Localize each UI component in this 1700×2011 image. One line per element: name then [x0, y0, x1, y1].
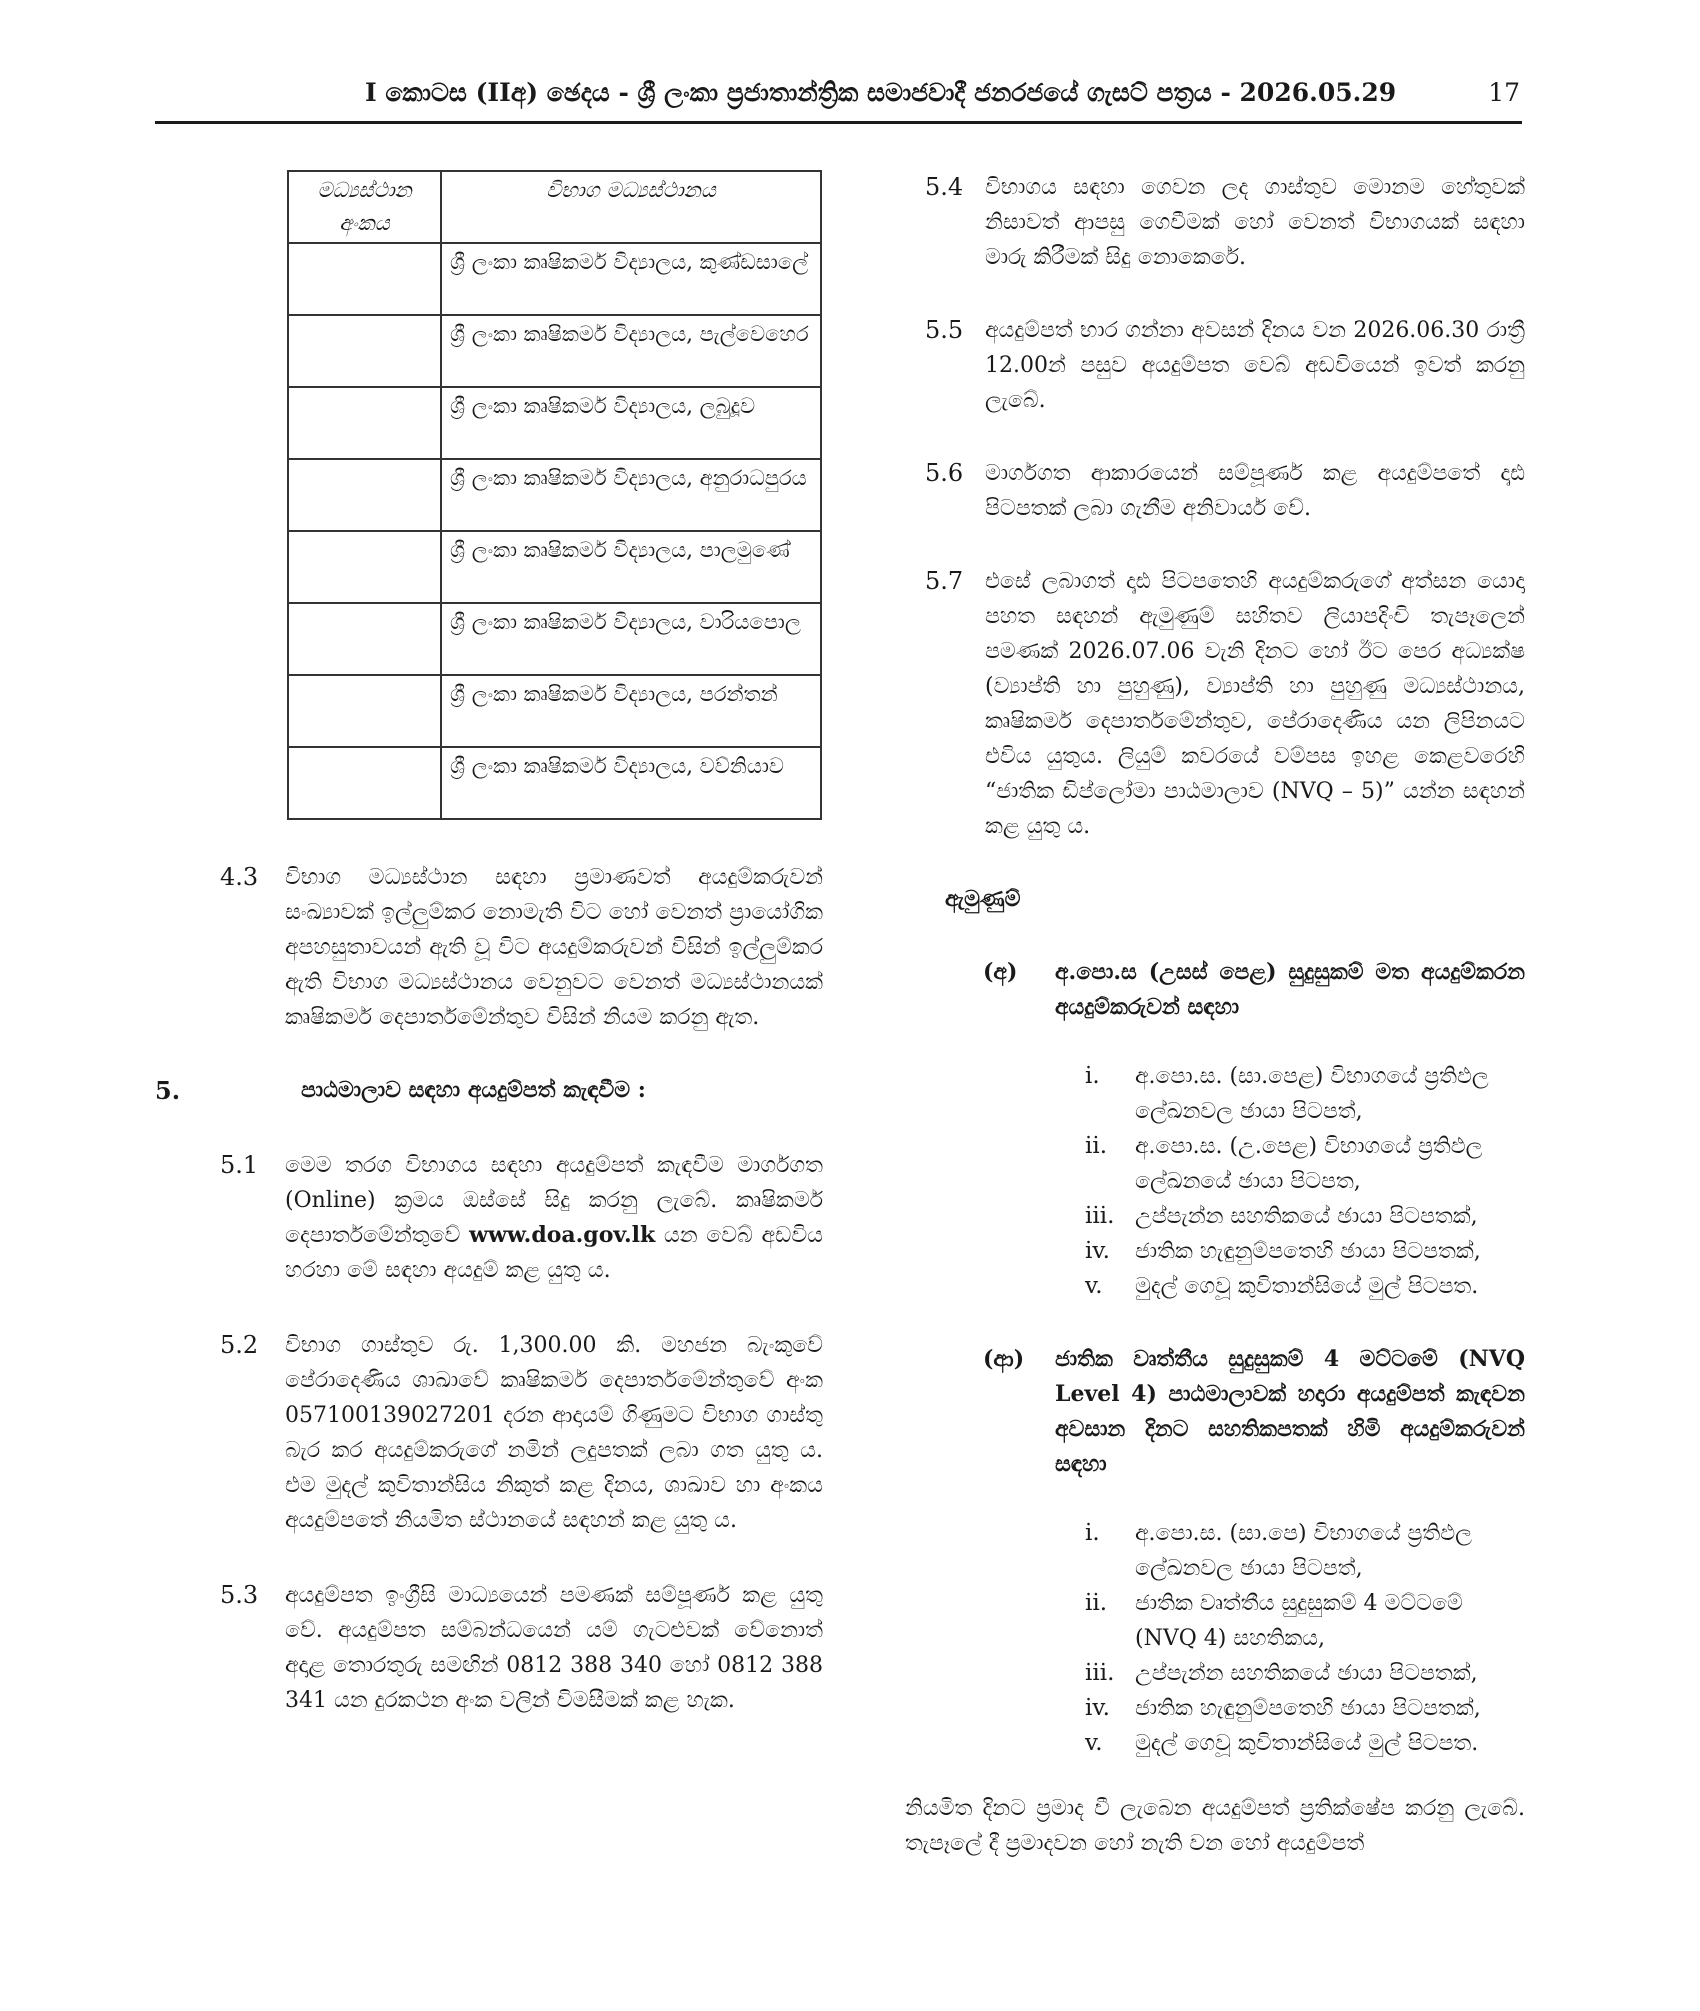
- list-item-text: අ.පො.ස. (සා.පෙළ) විභාගයේ ප්‍රතිඵල ලේඛනවල ඡායා පිටපත්,: [1135, 1064, 1489, 1124]
- exam-center-cell: ශ්‍රී ලංකා කෘෂිකර්ම විද්‍යාලය, පාලමුණේ: [441, 531, 821, 603]
- list-item-text: ජාතික හැඳුනුම්පතෙහි ඡායා පිටපතක්,: [1135, 1696, 1481, 1721]
- center-number-cell: [288, 387, 441, 459]
- exam-center-cell: ශ්‍රී ලංකා කෘෂිකර්ම විද්‍යාලය, අනුරාධපුරය: [441, 459, 821, 531]
- header-divider: [155, 121, 1522, 124]
- list-item-text: උප්පැන්න සහතිකයේ ඡායා පිටපතක්,: [1135, 1661, 1478, 1686]
- center-number-cell: [288, 459, 441, 531]
- paragraph-text: එසේ ලබාගත් දෘඪ පිටපතෙහි අයදුම්කරුගේ අත්සන යොදා පහත සඳහන් ඇමුණුම් සහිතව ලියාපදිංචි තැපෑලෙන් පමණක් 2026.07.06 වැනි දිනට හෝ ඊට පෙර අධ්‍යක්ෂ (ව්‍යාප්ති හා පුහුණු), ව්‍යාප්ති හා පුහුණු මධ්‍යස්ථානය, කෘෂිකර්ම දෙපාර්තමේන්තුව, පේරාදෙණිය යන ලිපිනයට එවිය යුතුය. ලියුම් කවරයේ වම්පස ඉහළ කෙළවරෙහි “ජාතික ඩිප්ලෝමා පාඨමාලාව (NVQ – 5)” යන්න සඳහන් කළ යුතු ය.: [985, 569, 1525, 839]
- paragraph-text-part: යන වෙබ් අඩවිය හරහා මේ සඳහා අයදුම් කළ යුතු ය.: [285, 1223, 823, 1283]
- table-row: [288, 531, 821, 603]
- page-header: [155, 78, 1520, 122]
- attachments-heading: ඇමුණුම්: [945, 886, 1021, 912]
- center-number-cell: [288, 315, 441, 387]
- table-header-row: [288, 171, 821, 243]
- paragraph-text-part: මෙම තරග විභාගය සඳහා අයදුම්පත් කැඳවීම මාර්ගගත (Online) ක්‍රමය ඔස්සේ සිදු කරනු ලැබේ. කෘෂිකර්ම දෙපාර්තමේන්තුවේ: [285, 1153, 823, 1248]
- list-item-number: iii.: [1085, 1203, 1115, 1229]
- list-item-text: මුදල් ගෙවූ කුවිතාන්සියේ මුල් පිටපත.: [1135, 1731, 1479, 1756]
- list-item-number: v.: [1085, 1730, 1103, 1756]
- table-row: [288, 747, 821, 819]
- center-number-cell: [288, 243, 441, 315]
- paragraph-number: 4.3: [220, 863, 259, 891]
- column-header-exam-center: විභාග මධ්‍යස්ථානය: [441, 171, 821, 243]
- list-item-number: iii.: [1085, 1660, 1115, 1686]
- list-item: [1085, 1269, 1525, 1304]
- list-item-text: උප්පැන්න සහතිකයේ ඡායා පිටපතක්,: [1135, 1204, 1478, 1229]
- table-row: [288, 459, 821, 531]
- list-item-number: ii.: [1085, 1133, 1108, 1159]
- table-row: [288, 315, 821, 387]
- gazette-header-title: I කොටස (IIඅ) ඡෙදය - ශ්‍රී ලංකා ප්‍රජාතාන්ත්‍රික සමාජවාදී ජනරජයේ ගැසට් පත්‍රය - 2026.05.29: [365, 78, 1397, 107]
- website-link[interactable]: www.doa.gov.lk: [469, 1222, 656, 1248]
- paragraph-number: 5.6: [925, 459, 964, 487]
- list-item-number: i.: [1085, 1063, 1100, 1089]
- list-item-text: මුදල් ගෙවූ කුවිතාන්සියේ මුල් පිටපත.: [1135, 1274, 1479, 1299]
- list-item-text: ජාතික හැඳුනුම්පතෙහි ඡායා පිටපතක්,: [1135, 1239, 1481, 1264]
- paragraph-5-1: [155, 1148, 823, 1288]
- paragraph-number: 5.5: [925, 316, 964, 344]
- list-item-text: අ.පො.ස. (උ.පෙළ) විභාගයේ ප්‍රතිඵල ලේඛනයේ ඡායා පිටපත,: [1135, 1134, 1483, 1194]
- group-title: ජාතික වෘත්තීය සුදුසුකම් 4 මට්ටමේ (NVQ Level 4) පාඨමාලාවක් හදාරා අයදුම්පත් කැඳවන අවසාන දිනට සහතිකපතක් හිමි අයදුම්කරුවන් සඳහා: [1055, 1346, 1525, 1477]
- attachment-group-a: [905, 955, 1525, 1025]
- paragraph-text: විභාග මධ්‍යස්ථාන සඳහා ප්‍රමාණවත් අයදුම්කරුවන් සංඛ්‍යාවක් ඉල්ලුම්කර නොමැති විට හෝ වෙනත් ප්‍රායෝගික අපහසුතාවයන් ඇති වූ විට අයදුම්කරුවන් විසින් ඉල්ලුම්කර ඇති විභාග මධ්‍යස්ථානය වෙනුවට වෙනත් මධ්‍යස්ථානයක් කෘෂිකර්ම දෙපාර්තමේන්තුව විසින් නියම කරනු ඇත.: [285, 865, 823, 1030]
- list-item: [1085, 1059, 1525, 1129]
- exam-center-cell: ශ්‍රී ලංකා කෘෂිකර්ම විද්‍යාලය, කුණ්ඩසාලේ: [441, 243, 821, 315]
- attachment-group-b: [905, 1342, 1525, 1482]
- column-header-center-number: මධ්‍යස්ථාන අංකය: [288, 171, 441, 243]
- paragraph-number: 5.7: [925, 567, 964, 595]
- list-item: [1085, 1234, 1525, 1269]
- left-column: [155, 170, 823, 1718]
- paragraph-number: 5.1: [220, 1151, 259, 1179]
- exam-center-cell: ශ්‍රී ලංකා කෘෂිකර්ම විද්‍යාලය, පැල්වෙහෙර: [441, 315, 821, 387]
- paragraph-text: අයදුම්පත ඉංග්‍රීසි මාධ්‍යයෙන් පමණක් සම්පූර්ණ කළ යුතු වේ. අයදුම්පත සම්බන්ධයෙන් යම් ගැටළුවක් වේනොත් අදාළ තොරතුරු සමඟින් 0812 388 340 හෝ 0812 388 341 යන දුරකථන අංක වලින් විමසීමක් කළ හැක.: [285, 1583, 823, 1713]
- center-number-cell: [288, 531, 441, 603]
- exam-center-cell: ශ්‍රී ලංකා කෘෂිකර්ම විද්‍යාලය, පරන්තන්: [441, 675, 821, 747]
- paragraph-5-7: [905, 564, 1525, 844]
- paragraph-5-4: [905, 170, 1525, 275]
- paragraph-number: 5.2: [220, 1331, 259, 1359]
- exam-center-cell: ශ්‍රී ලංකා කෘෂිකර්ම විද්‍යාලය, වව්නියාව: [441, 747, 821, 819]
- list-item-number: i.: [1085, 1520, 1100, 1546]
- list-item-text: අ.පො.ස. (සා.පෙ) විභාගයේ ප්‍රතිඵල ලේඛනවල ඡායා පිටපත්,: [1135, 1521, 1472, 1581]
- list-item: [1085, 1129, 1525, 1199]
- center-number-cell: [288, 675, 441, 747]
- right-column: [905, 170, 1525, 1861]
- paragraph-5-3: [155, 1578, 823, 1718]
- list-item: [1085, 1586, 1525, 1656]
- exam-center-cell: ශ්‍රී ලංකා කෘෂිකර්ම විද්‍යාලය, වාරියපොල: [441, 603, 821, 675]
- paragraph-5-2: [155, 1328, 823, 1538]
- group-title: අ.පො.ස (උසස් පෙළ) සුදුසුකම් මත අයදුම්කරන අයදුම්කරුවන් සඳහා: [1055, 959, 1525, 1020]
- attachment-list-a: [1085, 1059, 1525, 1304]
- list-item-number: ii.: [1085, 1590, 1108, 1616]
- closing-paragraph: නියමිත දිනට ප්‍රමාද වී ලැබෙන අයදුම්පත් ප්‍රතික්ෂේප කරනු ලැබේ. තැපෑලේ දී ප්‍රමාදවන හෝ නැති වන හෝ අයදුම්පත්: [905, 1796, 1525, 1856]
- paragraph-5-5: [905, 313, 1525, 418]
- attachment-list-b: [1085, 1516, 1525, 1761]
- table-row: [288, 603, 821, 675]
- paragraph-number: 5.4: [925, 173, 964, 201]
- center-number-cell: [288, 747, 441, 819]
- list-item-number: iv.: [1085, 1238, 1110, 1264]
- paragraph-text: විභාගය සඳහා ගෙවන ලද ගාස්තුව මොනම හේතුවක් නිසාවත් ආපසු ගෙවීමක් හෝ වෙනත් විභාගයක් සඳහා මාරු කිරීමක් සිදු නොකෙරේ.: [985, 175, 1525, 270]
- paragraph-number: 5.3: [220, 1581, 259, 1609]
- paragraph-4-3: [155, 860, 823, 1035]
- exam-center-cell: ශ්‍රී ලංකා කෘෂිකර්ම විද්‍යාලය, ලබුදූව: [441, 387, 821, 459]
- list-item: [1085, 1656, 1525, 1691]
- group-label: (ආ): [983, 1346, 1025, 1372]
- list-item: [1085, 1726, 1525, 1761]
- table-row: [288, 675, 821, 747]
- list-item: [1085, 1691, 1525, 1726]
- list-item-text: ජාතික වෘත්තීය සුදුසුකම් 4 මට්ටමේ (NVQ 4) සහතිකය,: [1135, 1591, 1463, 1651]
- table-row: [288, 387, 821, 459]
- exam-centers-table: [287, 170, 822, 820]
- paragraph-5-6: [905, 456, 1525, 526]
- paragraph-text: අයදුම්පත් භාර ගන්නා අවසන් දිනය වන 2026.06.30 රාත්‍රී 12.00න් පසුව අයදුම්පත වෙබ් අඩවියෙන් ඉවත් කරනු ලැබේ.: [985, 318, 1525, 413]
- center-number-cell: [288, 603, 441, 675]
- paragraph-text: මාර්ගගත ආකාරයෙන් සම්පූර්ණ කළ අයදුම්පතේ දෘඪ පිටපතක් ලබා ගැනීම අනිවාර්ය වේ.: [985, 461, 1525, 521]
- page-number: 17: [1488, 78, 1520, 107]
- section-number: 5.: [155, 1076, 181, 1105]
- list-item: [1085, 1516, 1525, 1586]
- group-label: (අ): [983, 959, 1018, 985]
- list-item-number: iv.: [1085, 1695, 1110, 1721]
- table-row: [288, 243, 821, 315]
- list-item: [1085, 1199, 1525, 1234]
- section-5-heading: [155, 1073, 823, 1108]
- list-item-number: v.: [1085, 1273, 1103, 1299]
- paragraph-text: විභාග ගාස්තුව රු. 1,300.00 කි. මහජන බැංකුවේ පේරාදෙණිය ශාඛාවේ කෘෂිකර්ම දෙපාර්තමේන්තුවේ අංක 057100139027201 දරන ආදායම් ගිණුමට විභාග ගාස්තු බැර කර අයදුම්කරුගේ නමින් ලදුපතක් ලබා ගත යුතු ය. එම මුදල් කුවිතාන්සිය නිකුත් කළ දිනය, ශාඛාව හා අංකය අයදුම්පතේ නියමිත ස්ථානයේ සඳහන් කළ යුතු ය.: [285, 1333, 823, 1533]
- paragraph-text: [285, 1148, 823, 1288]
- section-title: පාඨමාලාව සඳහා අයදුම්පත් කැඳවීම :: [301, 1077, 646, 1103]
